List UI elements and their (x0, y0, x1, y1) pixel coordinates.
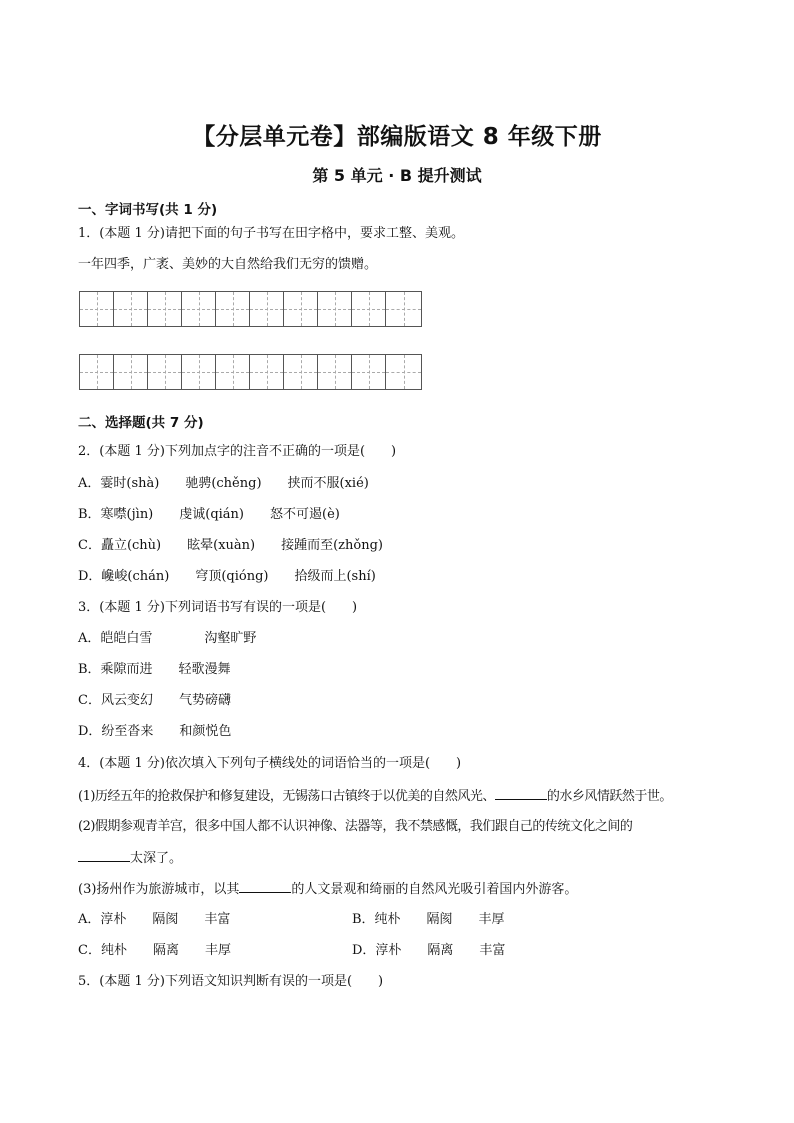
grid-cell[interactable] (318, 355, 352, 389)
grid-cell[interactable] (114, 292, 148, 326)
grid-cell[interactable] (80, 355, 114, 389)
grid-cell[interactable] (386, 355, 421, 389)
grid-cell[interactable] (148, 292, 182, 326)
grid-cell[interactable] (284, 355, 318, 389)
question-3-option-b[interactable]: B．乘隙而进 轻歌漫舞 (78, 662, 231, 677)
grid-cell[interactable] (250, 355, 284, 389)
sentence-2-part-b: 太深了。 (130, 851, 183, 866)
grid-cell[interactable] (114, 355, 148, 389)
question-4-option-d[interactable]: D．淳朴 隔离 丰富 (352, 943, 506, 958)
fill-blank-1[interactable] (495, 787, 547, 800)
question-3-option-a[interactable]: A．皑皑白雪 沟壑旷野 (78, 631, 257, 646)
question-4-sentence-2a: (2)假期参观青羊宫，很多中国人都不认识神像、法器等，我不禁感慨，我们跟自己的传统文化之间的 (78, 819, 633, 834)
grid-cell[interactable] (352, 292, 386, 326)
question-4-sentence-3 (78, 880, 577, 899)
grid-cell[interactable] (284, 292, 318, 326)
grid-cell[interactable] (182, 292, 216, 326)
writing-grid-row-2[interactable] (79, 354, 422, 390)
question-4-option-a[interactable]: A．淳朴 隔阂 丰富 (78, 912, 231, 927)
grid-cell[interactable] (352, 355, 386, 389)
grid-cell[interactable] (386, 292, 421, 326)
grid-cell[interactable] (216, 292, 250, 326)
question-2-option-c[interactable]: C．矗立(chù) 眩晕(xuàn) 接踵而至(zhǒng) (78, 538, 383, 553)
grid-cell[interactable] (318, 292, 352, 326)
writing-grid-row-1[interactable] (79, 291, 422, 327)
grid-cell[interactable] (148, 355, 182, 389)
page-subtitle: 第 5 单元 · B 提升测试 (312, 166, 482, 185)
question-4-option-b[interactable]: B．纯朴 隔阂 丰厚 (352, 912, 505, 927)
question-2-option-a[interactable]: A．霎时(shà) 驰骋(chěng) 挟而不服(xié) (78, 476, 369, 491)
question-1-sentence: 一年四季，广袤、美妙的大自然给我们无穷的馈赠。 (78, 257, 378, 272)
section-heading-1: 一、字词书写(共 1 分) (78, 202, 218, 218)
sentence-3-part-b: 的人文景观和绮丽的自然风光吸引着国内外游客。 (291, 882, 578, 897)
question-2-stem: 2．(本题 1 分)下列加点字的注音不正确的一项是( ) (78, 444, 397, 459)
question-5-stem: 5．(本题 1 分)下列语文知识判断有误的一项是( ) (78, 974, 384, 989)
question-4-sentence-2b (78, 849, 182, 868)
fill-blank-2[interactable] (78, 849, 130, 862)
page-title: 【分层单元卷】部编版语文 8 年级下册 (192, 124, 602, 150)
grid-cell[interactable] (182, 355, 216, 389)
fill-blank-3[interactable] (239, 880, 291, 893)
sentence-3-part-a: (3)扬州作为旅游城市，以其 (78, 882, 240, 897)
question-4-option-c[interactable]: C．纯朴 隔离 丰厚 (78, 943, 231, 958)
section-heading-2: 二、选择题(共 7 分) (78, 415, 204, 431)
sentence-1-part-b: 的水乡风情跃然于世。 (546, 789, 672, 804)
question-3-stem: 3．(本题 1 分)下列词语书写有误的一项是( ) (78, 600, 358, 615)
question-4-sentence-1 (78, 787, 672, 806)
grid-cell[interactable] (250, 292, 284, 326)
grid-cell[interactable] (216, 355, 250, 389)
question-2-option-b[interactable]: B．寒噤(jìn) 虔诚(qián) 怒不可遏(è) (78, 507, 340, 522)
grid-cell[interactable] (80, 292, 114, 326)
question-3-option-d[interactable]: D．纷至沓来 和颜悦色 (78, 724, 232, 739)
question-1-stem: 1．(本题 1 分)请把下面的句子书写在田字格中，要求工整、美观。 (78, 226, 464, 241)
question-3-option-c[interactable]: C．风云变幻 气势磅礴 (78, 693, 231, 708)
sentence-1-part-a: (1)历经五年的抢救保护和修复建设，无锡荡口古镇终于以优美的自然风光、 (78, 789, 495, 804)
question-2-option-d[interactable]: D．巉峻(chán) 穹顶(qióng) 拾级而上(shí) (78, 569, 376, 584)
question-4-stem: 4．(本题 1 分)依次填入下列句子横线处的词语恰当的一项是( ) (78, 756, 462, 771)
